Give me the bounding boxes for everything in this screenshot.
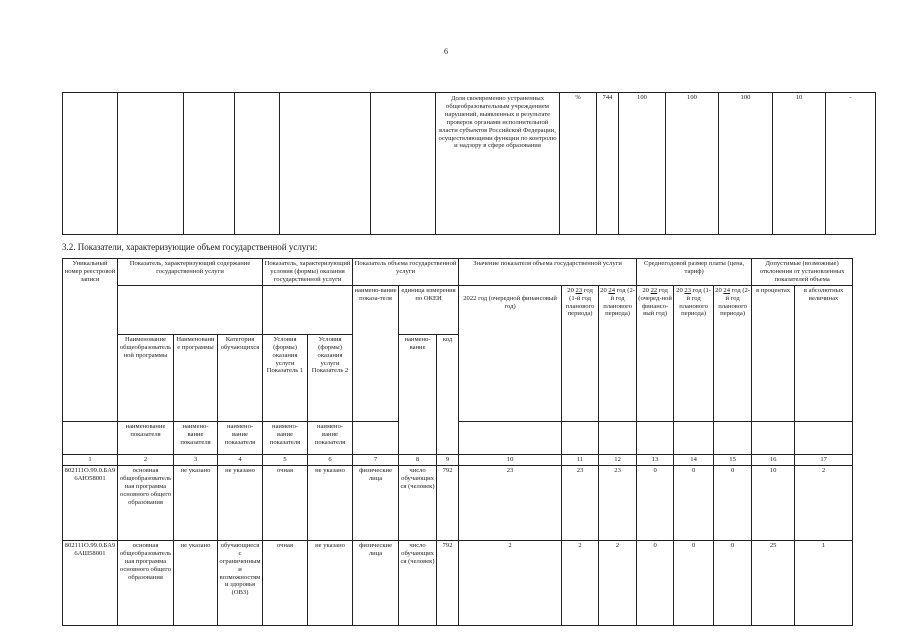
col-number: 3 (174, 455, 218, 466)
header-volume-value: Значение показателя объема государственной услуги (459, 259, 637, 286)
indicator-cell: физические лица (353, 465, 399, 540)
deviation-percent-cell: 10 (752, 465, 795, 540)
header-2022: 2022 год (очередной финансовый год) (459, 285, 562, 421)
fee-cell: 0 (714, 540, 752, 625)
header-conditions: Показатель, характеризующий условия (формы) оказания государственной услуги (263, 259, 353, 286)
header-2024: 20 24 год (2-й год планового периода) (599, 285, 637, 421)
deviation-abs-cell: - (826, 93, 876, 235)
header-category: Категория обучающихся (218, 334, 263, 421)
header-fee-2022: 20 22 год (очеред-ной финансо-вый год) (637, 285, 674, 421)
fee-cell: 0 (637, 465, 674, 540)
deviation-percent-cell: 10 (773, 93, 826, 235)
table-row (63, 93, 876, 235)
category-cell: обучающиеся с ограниченными возможностями здоровья (ОВЗ) (218, 540, 263, 625)
table-row (63, 465, 853, 540)
code-cell: 792 (437, 540, 459, 625)
col-number: 4 (218, 455, 263, 466)
col-number: 1 (63, 455, 118, 466)
value-cell: 100 (619, 93, 666, 235)
header-in-percent: в процентах (752, 285, 795, 421)
volume-table (62, 258, 853, 626)
col-number: 13 (637, 455, 674, 466)
value-cell: 23 (459, 465, 562, 540)
value-cell: 100 (719, 93, 773, 235)
program-type-cell: не указано (174, 465, 218, 540)
fee-cell: 0 (674, 540, 714, 625)
col-number: 10 (459, 455, 562, 466)
unit-cell: % (560, 93, 597, 235)
fee-cell: 0 (637, 540, 674, 625)
indicator-cell: физические лица (353, 540, 399, 625)
fee-cell: 0 (674, 465, 714, 540)
reg-number: 802111О.99.0.БА96АШ58001 (63, 540, 118, 625)
deviation-abs-cell: 1 (795, 540, 853, 625)
section-heading: 3.2. Показатели, характеризующие объем государственной услуги: (62, 242, 318, 252)
category-cell: не указано (218, 465, 263, 540)
col-number: 7 (353, 455, 399, 466)
code-cell: 792 (437, 465, 459, 540)
header-row (63, 285, 853, 334)
value-cell: 23 (562, 465, 599, 540)
subheader-name: наименование показателя (118, 422, 174, 455)
col-number: 17 (795, 455, 853, 466)
quality-table-continuation (62, 92, 876, 235)
program-type-cell: не указано (174, 540, 218, 625)
page-number: 6 (444, 47, 448, 56)
header-program-name: Наименование общеобразовательной программы (118, 334, 174, 421)
col-number: 16 (752, 455, 795, 466)
header-in-abs: в абсолютных величинах (795, 285, 853, 421)
table-row (63, 540, 853, 625)
col-number: 14 (674, 455, 714, 466)
col-number: 12 (599, 455, 637, 466)
unit-cell: число обучающихся (человек) (399, 465, 437, 540)
header-content: Показатель, характеризующий содержание государственной услуги (118, 259, 263, 286)
okei-cell: 744 (597, 93, 619, 235)
col-number: 6 (308, 455, 353, 466)
form-cell: очная (263, 465, 308, 540)
header-avg-fee: Среднегодовой размер платы (цена, тариф) (637, 259, 752, 286)
header-fee-2024: 20 24 год (2-й год планового периода) (714, 285, 752, 421)
reg-number: 802111О.99.0.БА96АЮ58001 (63, 465, 118, 540)
header-unit-name: наимено-вание (399, 334, 437, 454)
subheader-name: наимено-вание показателя (263, 422, 308, 455)
header-indicator-name: наимено-вание показа-теля (353, 285, 399, 421)
deviation-abs-cell: 2 (795, 465, 853, 540)
col-number: 9 (437, 455, 459, 466)
col-number: 15 (714, 455, 752, 466)
header-condition-2: Условия (формы) оказания услуги Показатель 2 (308, 334, 353, 421)
subheader-name: наимено-вание показателя (174, 422, 218, 455)
header-program: Наименование программы (174, 334, 218, 421)
header-deviations: Допустимые (возможные) отклонения от установленных показателей объема (752, 259, 853, 286)
col-number: 11 (562, 455, 599, 466)
program-cell: основная общеобразовательная программа основного общего образования (118, 540, 174, 625)
col-number: 2 (118, 455, 174, 466)
value-cell: 23 (599, 465, 637, 540)
subheader-name: наимено-вание показателя (308, 422, 353, 455)
header-condition-1: Условия (формы) оказания услуги Показатель 1 (263, 334, 308, 421)
condition-cell: не указано (308, 465, 353, 540)
subheader-name: наимено-вание показателя (218, 422, 263, 455)
fee-cell: 0 (714, 465, 752, 540)
unit-cell: число обучающихся (человек) (399, 540, 437, 625)
header-2023: 20 23 год (1-й год планового периода) (562, 285, 599, 421)
header-reg-number: Уникальный номер реестровой записи (63, 259, 118, 422)
program-cell: основная общеобразовательная программа основного общего образования (118, 465, 174, 540)
header-okei-unit: единица измерения по ОКЕИ (399, 285, 459, 334)
deviation-percent-cell: 25 (752, 540, 795, 625)
value-cell: 2 (562, 540, 599, 625)
value-cell: 100 (666, 93, 719, 235)
col-number: 8 (399, 455, 437, 466)
column-numbers-row (63, 455, 853, 466)
value-cell: 2 (599, 540, 637, 625)
indicator-name: Доля своевременно устраненных общеобразовательным учреждением нарушений, выявленных в результате проверок органами исполнительной власти субъектов Российской Федерации, осуществляющими функции по контролю и надзору в сфере образования (436, 93, 560, 235)
header-fee-2023: 20 23 год (1-й год планового периода) (674, 285, 714, 421)
header-unit-code: код (437, 334, 459, 454)
header-volume: Показатель объема государственной услуги (353, 259, 459, 286)
condition-cell: не указано (308, 540, 353, 625)
header-row (63, 259, 853, 286)
form-cell: очная (263, 540, 308, 625)
col-number: 5 (263, 455, 308, 466)
value-cell: 2 (459, 540, 562, 625)
